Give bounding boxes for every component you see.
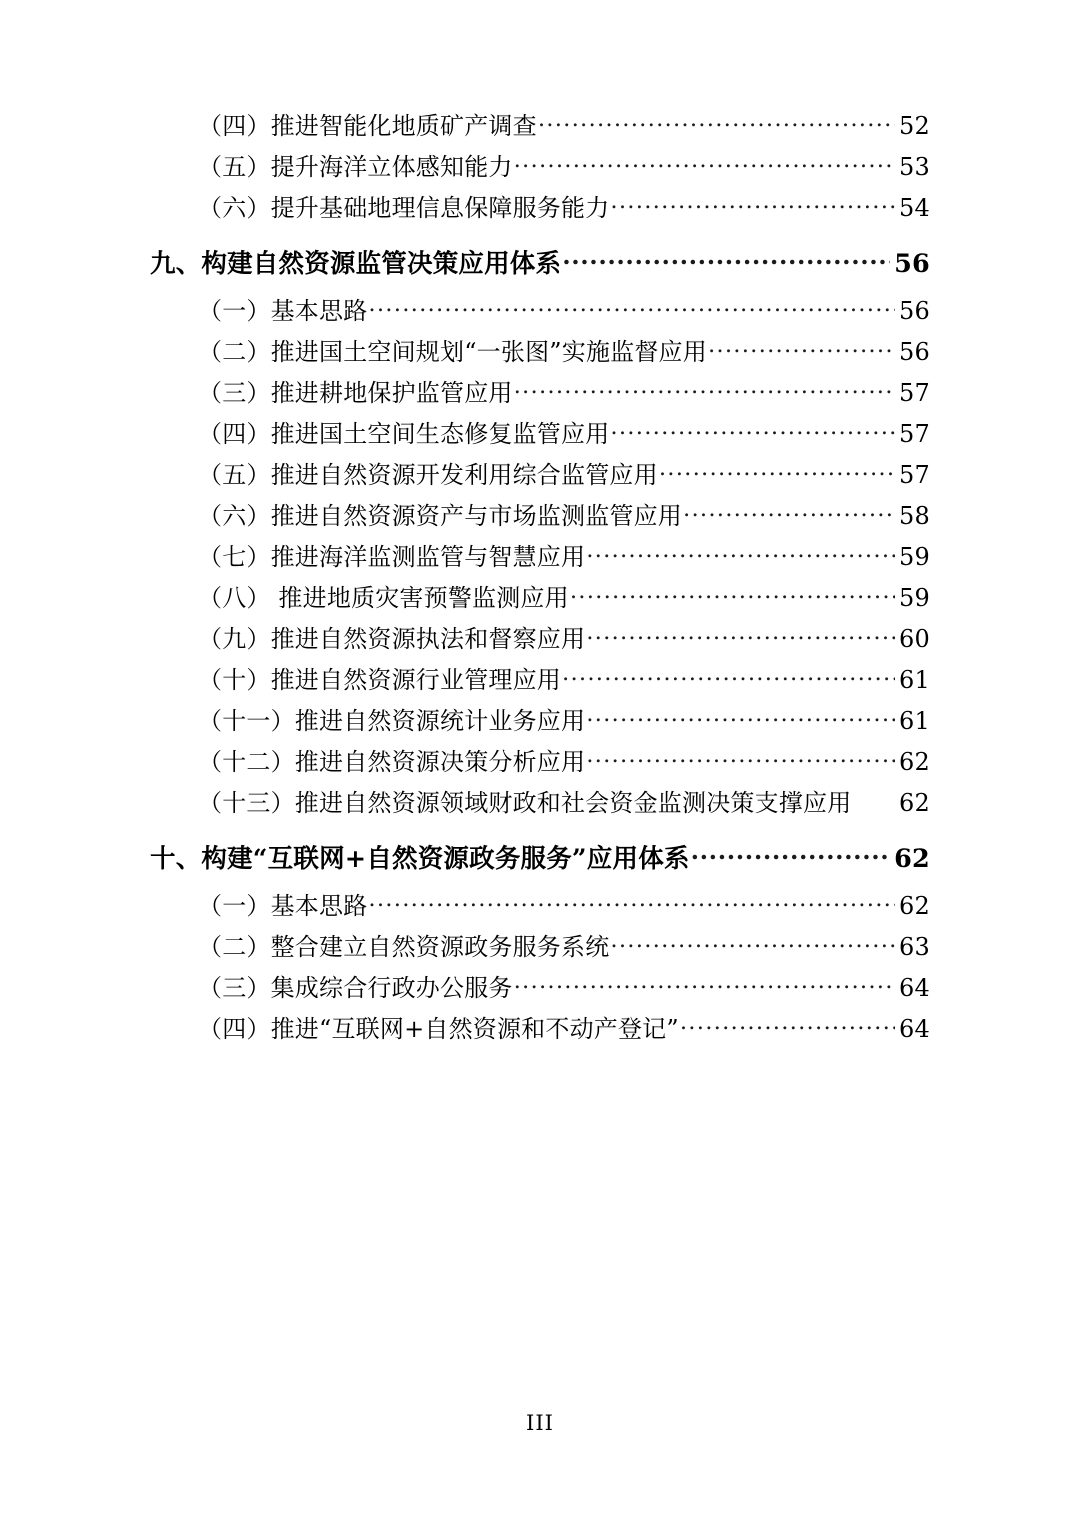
toc-entry-level2[interactable] — [150, 623, 930, 651]
toc-entry-page-number: 53 — [899, 153, 930, 181]
toc-entry-page-number: 62 — [899, 892, 930, 920]
toc-entry-label: （五）提升海洋立体感知能力 — [198, 153, 513, 181]
toc-entry-page-number: 56 — [899, 338, 930, 366]
toc-entry-level2[interactable] — [150, 664, 930, 692]
toc-leader-dots — [514, 151, 895, 175]
toc-leader-dots — [610, 418, 895, 442]
toc-entry-page-number: 56 — [899, 297, 930, 325]
toc-entry-label: （三）集成综合行政办公服务 — [198, 974, 513, 1002]
toc-leader-dots — [538, 110, 895, 134]
toc-entry-label: （十三）推进自然资源领域财政和社会资金监测决策支撑应用 — [198, 789, 852, 817]
toc-entry-page-number: 59 — [899, 543, 930, 571]
toc-leader-dots — [368, 295, 895, 319]
toc-entry-label: （七）推进海洋监测监管与智慧应用 — [198, 543, 586, 571]
toc-entry-page-number: 57 — [899, 379, 930, 407]
toc-leader-dots — [683, 500, 895, 524]
toc-entry-page-number: 64 — [899, 1015, 930, 1043]
toc-entry-label: （三）推进耕地保护监管应用 — [198, 379, 513, 407]
toc-entry-label: （一）基本思路 — [198, 892, 368, 920]
toc-entry-level2[interactable] — [150, 418, 930, 446]
toc-leader-dots — [680, 1013, 895, 1037]
toc-entry-page-number: 56 — [894, 248, 930, 279]
toc-leader-dots — [708, 336, 895, 360]
toc-leader-dots — [691, 841, 891, 867]
toc-leader-dots — [562, 664, 895, 688]
toc-entry-level2[interactable] — [150, 582, 930, 610]
toc-entry-level2[interactable] — [150, 890, 930, 918]
toc-entry-level2[interactable] — [150, 1013, 930, 1041]
toc-entry-label: （九）推进自然资源执法和督察应用 — [198, 625, 586, 653]
toc-entry-page-number: 57 — [899, 461, 930, 489]
toc-entry-page-number: 52 — [899, 112, 930, 140]
toc-entry-label: （十一）推进自然资源统计业务应用 — [198, 707, 586, 735]
toc-leader-dots — [659, 459, 895, 483]
toc-entry-level2[interactable] — [150, 787, 930, 815]
toc-entry-label: （十二）推进自然资源决策分析应用 — [198, 748, 586, 776]
toc-leader-dots — [610, 192, 895, 216]
toc-entry-label: （八） 推进地质灾害预警监测应用 — [198, 584, 569, 612]
toc-leader-dots — [570, 582, 895, 606]
toc-entry-label: （一）基本思路 — [198, 297, 368, 325]
toc-entry-label: （二）推进国土空间规划“一张图”实施监督应用 — [198, 338, 707, 366]
toc-entry-level2[interactable] — [150, 151, 930, 179]
toc-entry-label: （四）推进“互联网+自然资源和不动产登记” — [198, 1015, 679, 1043]
toc-entry-label: （二）整合建立自然资源政务服务系统 — [198, 933, 610, 961]
toc-entry-level2[interactable] — [150, 110, 930, 138]
toc-entry-level2[interactable] — [150, 931, 930, 959]
toc-entry-level2[interactable] — [150, 336, 930, 364]
toc-entry-label: （四）推进国土空间生态修复监管应用 — [198, 420, 610, 448]
toc-entry-level2[interactable] — [150, 192, 930, 220]
toc-leader-dots — [514, 377, 895, 401]
toc-entry-page-number: 61 — [899, 666, 930, 694]
toc-entry-page-number: 62 — [894, 843, 930, 874]
toc-leader-dots — [586, 705, 895, 729]
toc-entry-page-number: 64 — [899, 974, 930, 1002]
toc-entry-page-number: 58 — [899, 502, 930, 530]
toc-entry-page-number: 62 — [899, 748, 930, 776]
toc-entry-label: 九、构建自然资源监管决策应用体系 — [150, 248, 562, 279]
toc-entry-page-number: 59 — [899, 584, 930, 612]
toc-entry-label: （五）推进自然资源开发利用综合监管应用 — [198, 461, 658, 489]
toc-entry-level2[interactable] — [150, 541, 930, 569]
toc-entry-level2[interactable] — [150, 705, 930, 733]
toc-entry-level1[interactable] — [150, 841, 930, 872]
page-number-footer: III — [526, 1411, 554, 1435]
toc-entry-label: （六）提升基础地理信息保障服务能力 — [198, 194, 610, 222]
toc-entry-page-number: 54 — [899, 194, 930, 222]
toc-entry-level2[interactable] — [150, 972, 930, 1000]
toc-leader-dots — [586, 746, 895, 770]
toc-leader-dots — [610, 931, 895, 955]
toc-entry-label: （四）推进智能化地质矿产调查 — [198, 112, 537, 140]
toc-leader-dots — [368, 890, 895, 914]
toc-entry-level2[interactable] — [150, 500, 930, 528]
toc-entry-page-number: 63 — [899, 933, 930, 961]
toc-leader-dots — [514, 972, 895, 996]
toc-entry-level2[interactable] — [150, 459, 930, 487]
toc-entry-label: 十、构建“互联网+自然资源政务服务”应用体系 — [150, 843, 690, 874]
toc-leader-dots — [562, 246, 890, 272]
toc-leader-dots — [586, 623, 895, 647]
toc-entry-level1[interactable] — [150, 246, 930, 277]
toc-leader-dots — [586, 541, 895, 565]
toc-entry-label: （十）推进自然资源行业管理应用 — [198, 666, 561, 694]
toc-entry-page-number: 61 — [899, 707, 930, 735]
toc-entry-level2[interactable] — [150, 377, 930, 405]
toc-entry-label: （六）推进自然资源资产与市场监测监管应用 — [198, 502, 682, 530]
toc-leader-dots — [852, 787, 895, 811]
table-of-contents — [150, 110, 930, 1041]
toc-entry-page-number: 60 — [899, 625, 930, 653]
toc-entry-level2[interactable] — [150, 295, 930, 323]
toc-entry-page-number: 57 — [899, 420, 930, 448]
toc-entry-page-number: 62 — [899, 789, 930, 817]
toc-entry-level2[interactable] — [150, 746, 930, 774]
